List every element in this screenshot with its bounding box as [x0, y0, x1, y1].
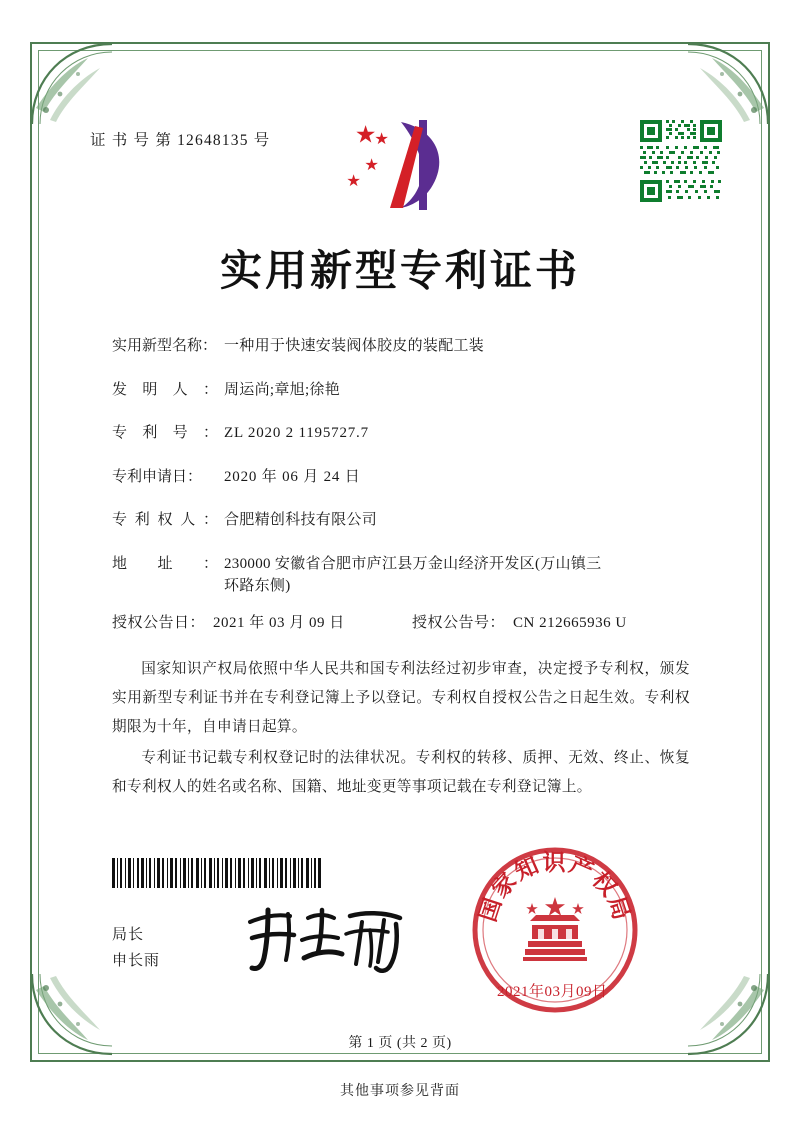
field-row-utility-model-name	[112, 335, 692, 358]
field-row-announcement	[112, 612, 692, 635]
field-value-patentee: 合肥精创科技有限公司	[224, 512, 378, 528]
field-value-application-date: 2020 年 06 月 24 日	[224, 468, 361, 485]
field-row-address	[112, 553, 692, 598]
svg-text:国家知识产权局	[474, 849, 636, 925]
field-value-patent-number: ZL 2020 2 1195727.7	[224, 425, 369, 441]
certificate-body-text	[112, 655, 690, 804]
page-title: 实用新型专利证书	[219, 246, 580, 295]
field-value-address-line-1: 230000 安徽省合肥市庐江县万金山经济开发区(万山镇三	[224, 555, 602, 572]
qr-code-icon	[638, 118, 724, 204]
field-label-address	[112, 553, 218, 576]
field-value-address-line-2: 环路东侧)	[224, 578, 291, 594]
cnipa-logo-icon	[345, 112, 455, 217]
field-label-inventor-char-3: 人	[172, 381, 188, 398]
field-label-patentee-colon: ：	[202, 512, 218, 528]
certificate-number: 证 书 号 第 12648135 号	[90, 132, 271, 149]
field-label-patent-number-char-3: 号	[172, 425, 188, 441]
field-value-address	[218, 553, 692, 598]
field-announcement-date	[112, 612, 412, 635]
field-label-inventor	[112, 379, 218, 402]
signature-block	[112, 922, 160, 974]
field-value-inventor: 周运尚;章旭;徐艳	[224, 381, 341, 398]
barcode-icon	[112, 858, 322, 888]
page-number: 第 1 页 (共 2 页)	[348, 1036, 452, 1051]
field-label-patentee	[112, 509, 218, 532]
handwritten-signature	[238, 900, 428, 976]
field-label-patent-number-char-1: 专	[112, 425, 128, 441]
field-row-application-date	[112, 466, 692, 489]
seal-date: 2021年03月09日	[497, 984, 608, 1000]
field-label-address-colon: ：	[202, 555, 218, 572]
signature-name-label: 申长雨	[112, 953, 161, 969]
field-label-inventor-char-2: 明	[142, 381, 158, 398]
field-value-utility-model-name: 一种用于快速安装阀体胶皮的装配工装	[224, 338, 485, 354]
field-label-patent-number-char-2: 利	[142, 425, 158, 441]
field-label-inventor-colon: ：	[202, 381, 218, 398]
field-label-patentee-char-2: 利	[134, 512, 150, 528]
footer-note: 其他事项参见背面	[340, 1084, 460, 1099]
paragraph-1: 国家知识产权局依照中华人民共和国专利法经过初步审查，决定授予专利权，颁发实用新型专利证书并在专利登记簿上予以登记。专利权自授权公告之日起生效。专利权期限为十年，自申请日起算。	[112, 661, 690, 735]
field-label-announcement-date: 授权公告日：	[112, 614, 206, 631]
field-label-utility-model-name: 实用新型名称：	[112, 338, 218, 354]
field-row-patentee	[112, 509, 692, 532]
field-label-patentee-char-3: 权	[157, 512, 173, 528]
field-label-inventor-char-1: 发	[112, 381, 128, 398]
field-label-patent-number	[112, 422, 218, 445]
field-label-address-char-2: 址	[157, 555, 173, 572]
field-value-announcement-number: CN 212665936 U	[513, 614, 627, 631]
field-label-patentee-char-1: 专	[112, 512, 128, 528]
signature-title-label: 局长	[112, 927, 145, 943]
certificate-fields	[112, 335, 692, 652]
field-value-announcement-date: 2021 年 03 月 09 日	[213, 614, 345, 631]
field-row-patent-number	[112, 422, 692, 445]
field-announcement-number	[412, 612, 692, 635]
field-label-application-date: 专利申请日：	[112, 468, 203, 485]
field-label-patentee-char-4: 人	[180, 512, 196, 528]
paragraph-2: 专利证书记载专利权登记时的法律状况。专利权的转移、质押、无效、终止、恢复和专利权人的姓名或名称、国籍、地址变更等事项记载在专利登记簿上。	[112, 750, 690, 795]
field-row-inventor	[112, 379, 692, 402]
field-label-patent-number-colon: ：	[202, 425, 218, 441]
field-label-announcement-number: 授权公告号：	[412, 614, 506, 631]
seal-arc-text: 国家知识产权局	[474, 849, 636, 926]
field-label-address-char-1: 地	[112, 555, 128, 572]
